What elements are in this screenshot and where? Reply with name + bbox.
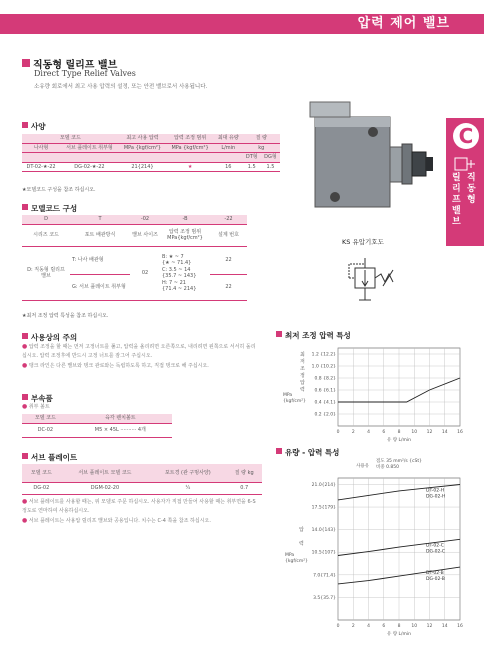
chart2-ylabel-char: 력 [299, 541, 304, 547]
side-char: 밸 [452, 206, 461, 216]
side-valve-icon [452, 154, 480, 174]
spec-head: MPa {kgf/cm²} [119, 143, 167, 153]
x-tick-label: 8 [397, 430, 401, 435]
caution-item: ● 탱크 라인은 다른 밸브와 탱크 관로와는 독립하도록 하고, 직접 탱크로 해 주십시오. [22, 362, 209, 369]
y-tick-label: 0.8 {8.2} [314, 376, 336, 382]
side-char: 리 [452, 184, 461, 194]
ks-symbol-diagram [345, 256, 405, 306]
chart2-yunit-line: {kgf/cm²} [285, 559, 308, 564]
y-tick-label: 21.0{214} [311, 482, 336, 488]
chart1-ylabel-char: 저 [300, 359, 305, 365]
range-line: B: ★ ~ 7 [162, 253, 184, 260]
side-vertical-label-1 [452, 173, 466, 228]
subplate-head: 서브 플레이트 모델 코드 [61, 464, 150, 482]
range-line: H: 7 ~ 21 [162, 279, 186, 286]
valve-image [305, 72, 435, 232]
spec-head: 최고 사용 압력 [119, 134, 167, 143]
subplate-cell: DGM-02-20 [61, 482, 150, 494]
page-title: 압력 제어 밸브 [357, 16, 450, 31]
spec-cell: ★ [166, 162, 214, 172]
caution-title-text: 사용상의 주의 [31, 333, 78, 342]
y-tick-label: 0.2 {2.0} [314, 412, 336, 418]
spec-title-text: 사양 [31, 122, 46, 131]
x-tick-label: 12 [426, 624, 433, 629]
subplate-list [22, 497, 260, 526]
x-tick-label: 4 [367, 430, 370, 435]
subplate-text: 서브 플레이트를 사용할 때는, 위 모델로 주문 하십시오. 사용자가 직접 만들어 사용할 때는 취부면을 6-S 정도로 연마하여 사용하십시오. [22, 499, 256, 514]
chart2-title [276, 447, 339, 458]
side-char: 릴 [452, 173, 461, 183]
section-square-icon [22, 122, 28, 128]
x-tick-label: 0 [336, 430, 340, 435]
spec-head: DT형 [243, 153, 261, 163]
spec-head: 질 량 [243, 134, 280, 143]
y-tick-label: 3.5{35.7} [313, 595, 336, 601]
accessory-table [22, 414, 172, 438]
spec-cell: 16 [214, 162, 243, 172]
chart2-yunit [285, 553, 308, 565]
symbol-title: KS 유압기호도 [342, 238, 384, 246]
chart1-plot [310, 344, 470, 444]
y-tick-label: 1.2 {12.2} [311, 352, 336, 358]
chart1-yunit [283, 393, 306, 405]
chart1-ylabel-char: 력 [300, 387, 305, 393]
chart2-ylabel [299, 523, 307, 551]
model-ranges [160, 246, 210, 300]
subplate-cell: 0.7 [226, 482, 262, 494]
spec-head: 모델 코드 [22, 134, 119, 143]
range-line: {71.4 ~ 214} [162, 286, 197, 292]
chart2-yunit-line: MPa [285, 553, 295, 558]
x-tick-label: 14 [441, 430, 448, 435]
chart1-ylabel-char: 조 [300, 366, 305, 372]
x-axis-label: 유 량 L/min [386, 438, 412, 443]
chart2-cond-line: 비중 0.850 [376, 465, 400, 470]
spec-cell: DT-02-★-22 [22, 162, 60, 172]
series-label: DT-02-H [426, 488, 445, 494]
y-tick-label: 0.6 {6.1} [314, 388, 336, 394]
section-square-icon [22, 59, 30, 67]
chart1-yunit-line: MPa [283, 393, 293, 398]
model-design: 22 [210, 274, 247, 300]
side-char: 직 [467, 173, 476, 183]
chart1-yunit-line: {kgf/cm²} [283, 399, 306, 404]
chart1-title [276, 330, 351, 341]
range-line: {35.7 ~ 143} [162, 273, 197, 279]
series-label: DT-02-B [426, 571, 444, 577]
model-label: 포트 배관방식 [70, 224, 130, 246]
x-tick-label: 6 [382, 624, 386, 629]
section-square-icon [22, 453, 28, 459]
chart1-ylabel-char: 압 [300, 380, 305, 386]
x-tick-label: 6 [382, 430, 386, 435]
series-label: DG-02-B [426, 577, 445, 583]
accessory-cell: M5 × 45L ·········· 4개 [69, 423, 172, 437]
subplate-cell: ¼ [149, 482, 226, 494]
accessory-head: 육각 렌치볼트 [69, 414, 172, 423]
model-table [22, 215, 247, 301]
chart2-cond-line: 점도 35 mm²/s {cSt} [376, 459, 422, 464]
model-size: 02 [130, 246, 160, 300]
side-char: 형 [467, 195, 476, 205]
product-subtitle: Direct Type Relief Valves [34, 69, 136, 78]
model-port-g: G: 서브 플레이트 취부형 [70, 274, 130, 300]
model-series: D: 직동형 릴리프 밸브 [22, 246, 70, 300]
y-tick-label: 10.5{107} [311, 550, 336, 556]
range-line: {★ ~ 71.4} [162, 260, 192, 266]
accessory-cell: DC-02 [22, 423, 69, 437]
chart2-condition-values [376, 459, 422, 471]
spec-cell: 1.5 [261, 162, 280, 172]
spec-table [22, 134, 280, 172]
chart1-title-text: 최저 조정 압력 특성 [285, 331, 351, 340]
y-tick-label: 1.0 {10.2} [311, 364, 336, 370]
accessory-bullet-text: 취부 볼트 [28, 404, 50, 410]
series-label: DT-02-C [426, 543, 444, 549]
spec-head: DG형 [261, 153, 280, 163]
subplate-head: 모델 코드 [22, 464, 61, 482]
range-line: C: 3.5 ~ 14 [162, 266, 191, 273]
header-bar [0, 14, 484, 34]
chart2-ylabel-char: 압 [299, 527, 304, 533]
spec-section-title [22, 121, 46, 132]
spec-head: kg [243, 143, 280, 153]
x-tick-label: 12 [426, 430, 433, 435]
subplate-head: 질 량 kg [226, 464, 262, 482]
spec-head: L/min [214, 143, 243, 153]
section-square-icon [276, 448, 282, 454]
spec-cell: 21{214} [119, 162, 167, 172]
x-tick-label: 2 [351, 430, 355, 435]
series-label: DG-02-H [426, 494, 446, 500]
y-tick-label: 14.0{143} [311, 528, 336, 534]
x-tick-label: 4 [367, 624, 370, 629]
side-char: 프 [452, 195, 461, 205]
chart1-ylabel-char: 최 [300, 352, 305, 358]
x-tick-label: 14 [441, 624, 448, 629]
accessory-title-text: 부속품 [31, 394, 53, 403]
y-tick-label: 17.5{179} [311, 505, 336, 511]
model-label: 시리즈 코드 [22, 224, 70, 246]
subplate-section-title [22, 452, 77, 463]
product-title-text: 직동형 릴리프 밸브 [33, 60, 118, 71]
accessory-bullet: ● 취부 볼트 [22, 403, 50, 410]
side-char: 동 [467, 184, 476, 194]
spec-note: ★모델코드 구성을 참조 하십시오. [22, 187, 96, 193]
caution-text: 압력 조정을 할 때는 먼저 고정너트를 풀고, 압력을 올리려면 오른쪽으로, 내리려면 왼쪽으로 서서히 돌리십시오. 압력 조정후에 반드시 고정 너트를 잠그어 주십시오. [22, 344, 256, 359]
section-square-icon [22, 204, 28, 210]
side-tab-letter: C [453, 123, 479, 149]
side-vertical-label-2 [467, 173, 481, 206]
chart2-cond-label: 사용유 [356, 464, 370, 469]
side-char: 브 [452, 217, 461, 227]
x-tick-label: 16 [457, 430, 463, 435]
y-tick-label: 7.0{71.4} [313, 573, 336, 579]
chart2-title-text: 유량 - 압력 특성 [285, 448, 340, 457]
accessory-head: 모델 코드 [22, 414, 69, 423]
model-title-text: 모델코드 구성 [31, 204, 78, 213]
chart1-ylabel-char: 정 [300, 373, 305, 379]
x-tick-label: 0 [336, 624, 340, 629]
subplate-cell: DG-02 [22, 482, 61, 494]
x-tick-label: 10 [411, 430, 418, 435]
x-tick-label: 10 [411, 624, 418, 629]
chart1-ylabel [300, 352, 308, 394]
x-axis-label: 유 량 L/min [386, 632, 412, 637]
subplate-item: ● 서브 플레이트를 사용할 때는, 위 모델로 주문 하십시오. 사용자가 직접 만들어 사용할 때는 취부면을 6-S 정도로 연마하여 사용하십시오. [22, 498, 256, 514]
spec-head: 나사형 [22, 143, 60, 153]
product-description: 소유량 회로에서 최고 사용 압력의 설정, 또는 안전 밸브로서 사용됩니다. [34, 84, 208, 90]
section-square-icon [22, 394, 28, 400]
x-tick-label: 16 [457, 624, 463, 629]
section-square-icon [22, 333, 28, 339]
model-code: -22 [210, 215, 247, 224]
subplate-head: 포트경 (관 구멍사양) [149, 464, 226, 482]
model-design: 22 [210, 246, 247, 274]
model-note: ★최저 조정 압력 특성을 참조 하십시오. [22, 313, 109, 319]
model-code: -02 [130, 215, 160, 224]
model-section-title [22, 203, 77, 214]
spec-cell: DG-02-★-22 [60, 162, 118, 172]
spec-cell: 1.5 [243, 162, 261, 172]
model-code: -B [160, 215, 210, 224]
spec-head: 서브 플레이트 취부형 [60, 143, 118, 153]
subplate-text: 서브 플레이트는 사용압 릴리프 밸브와 공용입니다. 치수는 C-4 쪽을 참조 하십시오. [28, 518, 211, 524]
y-tick-label: 0.4 {4.1} [314, 400, 336, 406]
section-square-icon [276, 331, 282, 337]
spec-head: 최대 유량 [214, 134, 243, 143]
spec-head: MPa {kgf/cm²} [166, 143, 214, 153]
series-label: DG-02-C [426, 549, 446, 555]
caution-text: 탱크 라인은 다른 밸브와 탱크 관로와는 독립하도록 하고, 직접 탱크로 해 주십시오. [28, 363, 209, 369]
model-code: D [22, 215, 70, 224]
chart2-condition [356, 464, 369, 470]
subplate-table [22, 464, 262, 495]
spec-head: 압력 조정 범위 [166, 134, 214, 143]
subplate-item: ● 서브 플레이트는 사용압 릴리프 밸브와 공용입니다. 치수는 C-4 쪽을 참조 하십시오. [22, 517, 211, 524]
caution-item: ● 압력 조정을 할 때는 먼저 고정너트를 풀고, 압력을 올리려면 오른쪽으로, 내리려면 왼쪽으로 서서히 돌리십시오. 압력 조정후에 반드시 고정 너트를 잠그어 주십시오. [22, 343, 256, 359]
model-code: T [70, 215, 130, 224]
model-label: 압력 조정 범위 MPa{kgf/cm²} [160, 224, 210, 246]
caution-list [22, 342, 260, 371]
model-label: 밸브 사이즈 [130, 224, 160, 246]
subplate-title-text: 서브 플레이트 [31, 453, 78, 462]
x-tick-label: 2 [351, 624, 355, 629]
model-port-t: T: 나사 배관형 [70, 246, 130, 274]
x-tick-label: 8 [397, 624, 401, 629]
chart2-plot [310, 474, 470, 644]
model-label: 설계 번호 [210, 224, 247, 246]
